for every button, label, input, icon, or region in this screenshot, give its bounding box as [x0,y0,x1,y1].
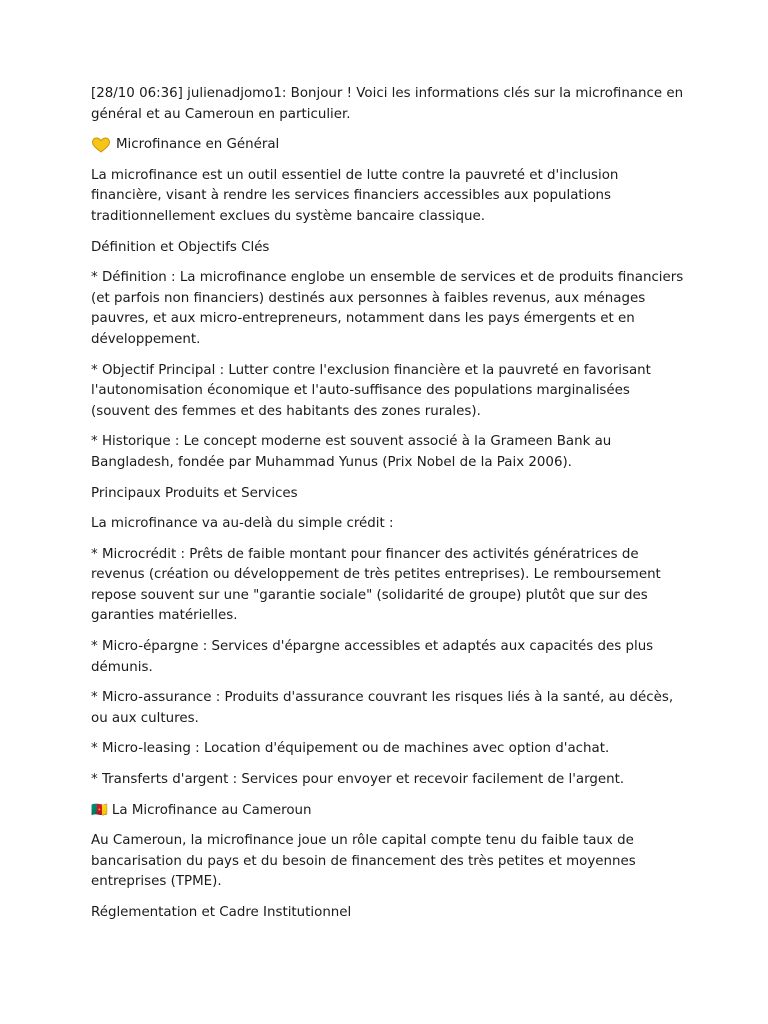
list-item: * Transferts d'argent : Services pour envoyer et recevoir facilement de l'argent. [91,772,625,788]
list-item: * Micro-leasing : Location d'équipement ou de machines avec option d'achat. [91,741,610,757]
list-item: * Microcrédit : Prêts de faible montant pour financer des activités génératrices de revenus (création ou développement de très petites entreprises). Le remboursement repose souvent sur une "garantie sociale" (solidarité de groupe) plutôt que sur des garanties matérielles. [91,546,661,624]
cameroon-heading: 🇨🇲 La Microfinance au Cameroun [91,802,312,818]
section-heading-general [91,135,691,156]
list-item: * Historique : Le concept moderne est souvent associé à la Grameen Bank au Bangladesh, fondée par Muhammad Yunus (Prix Nobel de la Paix 2006). [91,434,612,470]
list-item: * Micro-assurance : Produits d'assurance couvrant les risques liés à la santé, au décès, ou aux cultures. [91,690,674,726]
products-heading: Principaux Produits et Services [91,485,298,501]
list-item: * Objectif Principal : Lutter contre l'exclusion financière et la pauvreté en favorisant l'autonomisation économique et l'auto-suffisance des populations marginalisées (souvent des femmes et des habitants des zones rurales). [91,362,651,419]
regulation-heading: Réglementation et Cadre Institutionnel [91,905,352,920]
document-page [91,84,691,934]
products-intro: La microfinance va au-delà du simple crédit : [91,516,394,532]
section-title-general: Microfinance en Général [116,137,280,153]
definition-heading: Définition et Objectifs Clés [91,239,270,255]
cameroon-description: Au Cameroun, la microfinance joue un rôle capital compte tenu du faible taux de bancarisation du pays et du besoin de financement des très petites et moyennes entreprises (TPME). [91,833,636,890]
general-description: La microfinance est un outil essentiel de lutte contre la pauvreté et d'inclusion financière, visant à rendre les services financiers accessibles aux populations traditionnellement exclues du système bancaire classique. [91,167,619,224]
intro-message: [28/10 06:36] julienadjomo1: Bonjour ! Voici les informations clés sur la microfinance en général et au Cameroun en particulier. [91,86,684,122]
yellow-heart-icon [91,137,111,153]
list-item: * Définition : La microfinance englobe un ensemble de services et de produits financiers (et parfois non financiers) destinés aux personnes à faibles revenus, aux ménages pauvres, et aux micro-entrepreneurs, notamment dans les pays émergents et en développement. [91,270,684,347]
list-item: * Micro-épargne : Services d'épargne accessibles et adaptés aux capacités des plus démunis. [91,639,654,675]
